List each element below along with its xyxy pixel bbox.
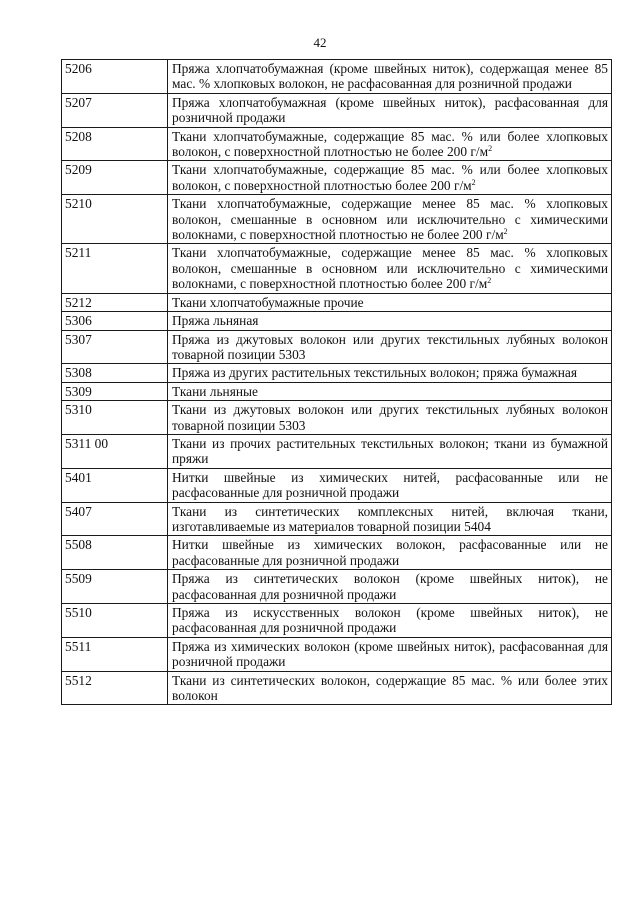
- description-text: Ткани хлопчатобумажные, содержащие 85 мас. % или более хлопковых волокон, с поверхностной плотностью не более 200 г/м: [172, 128, 608, 160]
- commodity-code-cell: 5209: [62, 161, 168, 195]
- description-text: Ткани из синтетических волокон, содержащие 85 мас. % или более этих волокон: [172, 672, 608, 704]
- commodity-code-cell: 5210: [62, 195, 168, 244]
- table-row: [62, 382, 612, 400]
- commodity-description-cell: [168, 312, 612, 330]
- description-text: Нитки швейные из химических нитей, расфасованные или не расфасованные для розничной продажи: [172, 469, 608, 501]
- commodity-code-cell: 5510: [62, 604, 168, 638]
- commodity-code-cell: 5508: [62, 536, 168, 570]
- description-text: Пряжа хлопчатобумажная (кроме швейных ниток), содержащая менее 85 мас. % хлопковых волокон, не расфасованная для розничной продажи: [172, 61, 608, 92]
- commodity-description-cell: [168, 364, 612, 382]
- commodity-description-cell: [168, 293, 612, 311]
- commodity-description-cell: [168, 570, 612, 604]
- commodity-code-cell: 5310: [62, 401, 168, 435]
- commodity-code-cell: 5309: [62, 382, 168, 400]
- commodity-code-cell: 5512: [62, 671, 168, 705]
- commodity-description-cell: [168, 401, 612, 435]
- unit-exponent: 2: [471, 177, 476, 187]
- commodity-code-cell: 5511: [62, 637, 168, 671]
- commodity-code-cell: 5306: [62, 312, 168, 330]
- table-row: [62, 293, 612, 311]
- table-row: [62, 536, 612, 570]
- description-text: Ткани из синтетических комплексных нитей, включая ткани, изготавливаемые из материалов товарной позиции 5404: [172, 503, 608, 534]
- commodity-code-cell: 5401: [62, 468, 168, 502]
- commodity-code-cell: 5307: [62, 330, 168, 364]
- table-row: [62, 195, 612, 244]
- commodity-description-cell: [168, 195, 612, 244]
- commodity-code-cell: 5407: [62, 502, 168, 536]
- table-row: [62, 570, 612, 604]
- table-row: [62, 604, 612, 638]
- table-row: [62, 637, 612, 671]
- commodity-code-cell: 5212: [62, 293, 168, 311]
- commodity-description-cell: [168, 382, 612, 400]
- table-row: [62, 468, 612, 502]
- table-row: [62, 434, 612, 468]
- commodity-description-cell: [168, 434, 612, 468]
- description-text: Ткани хлопчатобумажные, содержащие менее 85 мас. % хлопковых волокон, смешанные в основном или исключительно с химическими волокнами, с поверхностной плотностью более 200 г/м: [172, 245, 608, 292]
- unit-exponent: 2: [487, 276, 492, 286]
- commodity-description-cell: [168, 536, 612, 570]
- commodity-code-cell: 5509: [62, 570, 168, 604]
- description-text: Пряжа из джутовых волокон или других текстильных лубяных волокон товарной позиции 5303: [172, 331, 608, 362]
- commodity-code-cell: 5308: [62, 364, 168, 382]
- description-text: Пряжа льняная: [172, 313, 259, 329]
- description-text: Ткани хлопчатобумажные, содержащие менее 85 мас. % хлопковых волокон, смешанные в основном или исключительно с химическими волокнами, с поверхностной плотностью не более 200 г/м: [172, 196, 608, 243]
- table-row: [62, 401, 612, 435]
- commodity-code-cell: 5206: [62, 60, 168, 94]
- description-text: Нитки швейные из химических волокон, расфасованные или не расфасованные для розничной продажи: [172, 537, 608, 568]
- description-text: Пряжа хлопчатобумажная (кроме швейных ниток), расфасованная для розничной продажи: [172, 94, 608, 126]
- description-text: Пряжа из синтетических волокон (кроме швейных ниток), не расфасованная для розничной продажи: [172, 571, 608, 602]
- commodity-code-cell: 5211: [62, 244, 168, 293]
- description-text: Пряжа из искусственных волокон (кроме швейных ниток), не расфасованная для розничной продажи: [172, 605, 608, 636]
- table-row: [62, 312, 612, 330]
- table-body: [62, 60, 612, 705]
- unit-exponent: 2: [488, 144, 493, 154]
- commodity-description-cell: [168, 161, 612, 195]
- commodity-code-table: [61, 59, 612, 705]
- commodity-description-cell: [168, 604, 612, 638]
- description-text: Ткани льняные: [172, 383, 258, 399]
- table-row: [62, 161, 612, 195]
- commodity-description-cell: [168, 244, 612, 293]
- commodity-description-cell: [168, 502, 612, 536]
- table-row: [62, 127, 612, 161]
- commodity-description-cell: [168, 93, 612, 127]
- description-text: Ткани из прочих растительных текстильных волокон; ткани из бумажной пряжи: [172, 435, 608, 467]
- commodity-code-cell: 5208: [62, 127, 168, 161]
- commodity-description-cell: [168, 637, 612, 671]
- commodity-description-cell: [168, 330, 612, 364]
- table-row: [62, 60, 612, 94]
- commodity-description-cell: [168, 60, 612, 94]
- commodity-code-cell: 5207: [62, 93, 168, 127]
- commodity-description-cell: [168, 671, 612, 705]
- description-text: Ткани из джутовых волокон или других текстильных лубяных волокон товарной позиции 5303: [172, 402, 608, 433]
- table-row: [62, 364, 612, 382]
- commodity-code-cell: 5311 00: [62, 434, 168, 468]
- description-text: Пряжа из других растительных текстильных волокон; пряжа бумажная: [172, 365, 578, 381]
- description-text: Ткани хлопчатобумажные, содержащие 85 мас. % или более хлопковых волокон, с поверхностной плотностью более 200 г/м: [172, 162, 608, 193]
- commodity-description-cell: [168, 127, 612, 161]
- page-number: 42: [313, 35, 327, 50]
- unit-exponent: 2: [503, 227, 508, 237]
- table-row: [62, 330, 612, 364]
- table-row: [62, 502, 612, 536]
- description-text: Ткани хлопчатобумажные прочие: [172, 294, 364, 310]
- description-text: Пряжа из химических волокон (кроме швейных ниток), расфасованная для розничной продажи: [172, 638, 608, 670]
- commodity-description-cell: [168, 468, 612, 502]
- table-row: [62, 244, 612, 293]
- table-row: [62, 93, 612, 127]
- table-row: [62, 671, 612, 705]
